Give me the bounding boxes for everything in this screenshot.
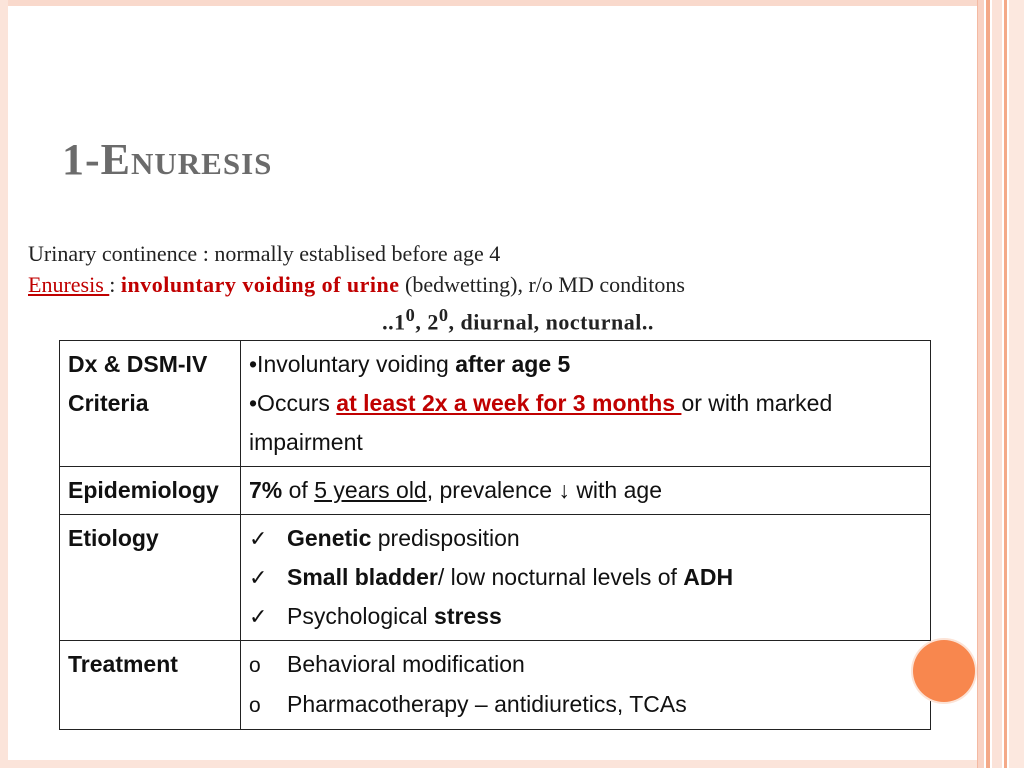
etio-item-1-bold: Genetic [287, 525, 372, 551]
row-content-treatment [241, 641, 931, 730]
superscript-secondary: 0 [438, 305, 449, 325]
row-label-epidemiology: Epidemiology [60, 467, 241, 515]
dx-item-1 [249, 345, 922, 384]
row-content-epidemiology [241, 467, 931, 515]
etio-item-1-rest: predisposition [371, 525, 520, 551]
dx-item-1-text: •Involuntary voiding [249, 351, 456, 377]
list-item [249, 685, 922, 725]
intro-line-1: Urinary continence : normally establised before age 4 [28, 241, 501, 266]
table-row-etiology [60, 515, 931, 641]
treat-item-1: Behavioral modification [287, 651, 525, 677]
circle-bullet-icon: o [249, 694, 261, 717]
intro-text [28, 238, 928, 337]
treat-item-2: Pharmacotherapy – antidiuretics, TCAs [287, 691, 687, 717]
dx-item-2-post: or with marked impairment [249, 390, 833, 455]
intro-line-2 [28, 269, 928, 300]
table-row-treatment [60, 641, 931, 730]
classification-mid: , 2 [415, 309, 439, 335]
table-row-epidemiology [60, 467, 931, 515]
dx-item-2-red: at least 2x a week for 3 months [336, 390, 682, 416]
classification-prefix: ..1 [382, 309, 406, 335]
slide-title: 1-Enuresis [62, 135, 273, 184]
etio-item-3-bold: stress [434, 603, 502, 629]
checkmark-icon: ✓ [249, 604, 268, 629]
epi-prevalence: , prevalence ↓ with age [426, 477, 662, 503]
classification-rest: , diurnal, nocturnal.. [448, 309, 654, 335]
list-item [249, 597, 922, 636]
decor-stripe [986, 0, 990, 768]
frame-bottom-border [0, 760, 977, 768]
dx-item-1-bold: after age 5 [455, 351, 571, 377]
definition-bold: involuntary voiding of urine [120, 272, 400, 297]
etio-item-2-mid: / low nocturnal levels of [437, 564, 684, 590]
list-item [249, 645, 922, 685]
circle-bullet-icon: o [249, 654, 261, 677]
row-label-dx: Dx & DSM-IV Criteria [60, 341, 241, 467]
checkmark-icon: ✓ [249, 526, 268, 551]
epi-age: 5 years old [314, 477, 427, 503]
checkmark-icon: ✓ [249, 565, 268, 590]
frame-left-border [0, 0, 8, 768]
row-label-treatment: Treatment [60, 641, 241, 730]
dx-item-2 [249, 384, 922, 462]
etio-item-2-bold: Small bladder [287, 564, 438, 590]
decor-stripe [978, 0, 984, 768]
etio-item-2-adh: ADH [683, 564, 734, 590]
enuresis-term: Enuresis [28, 272, 110, 297]
row-content-dx [241, 341, 931, 467]
decorative-circle [913, 640, 975, 702]
definition-rest: (bedwetting), r/o MD conditons [399, 272, 685, 297]
intro-line-3 [28, 300, 928, 337]
etio-item-3-text: Psychological [287, 603, 435, 629]
criteria-table [59, 340, 931, 730]
separator: : [109, 272, 121, 297]
epi-text: of [282, 477, 315, 503]
dx-item-2-text: •Occurs [249, 390, 337, 416]
superscript-primary: 0 [405, 305, 416, 325]
table-row-dx [60, 341, 931, 467]
row-label-etiology: Etiology [60, 515, 241, 641]
decor-stripe [992, 0, 1002, 768]
frame-top-border [0, 0, 977, 6]
decor-stripe [1004, 0, 1007, 768]
decor-stripe [1009, 0, 1024, 768]
row-content-etiology [241, 515, 931, 641]
epi-percent: 7% [249, 477, 283, 503]
list-item [249, 519, 922, 558]
list-item [249, 558, 922, 597]
